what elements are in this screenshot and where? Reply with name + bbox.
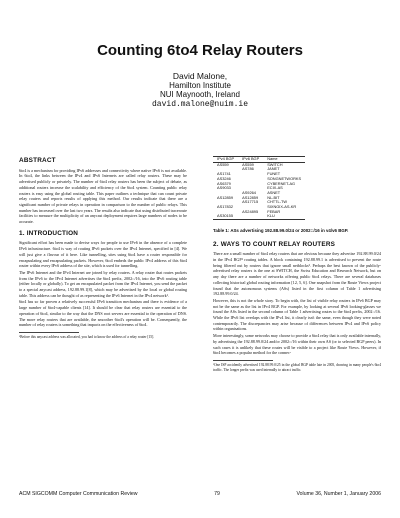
affiliation-1: Hamilton Institute xyxy=(169,81,231,90)
table-cell: AS9264 xyxy=(242,189,256,195)
intro-paragraph-2: The IPv6 Internet and the IPv4 Internet are joined by relay routers. A relay router that routes packets from the IPv6 to the IPv4 Internet advertises the 6to4 prefix, 2002::/16, into the IPv6 routing table (either locally or globally). To get an encapsulated packet from the IPv4 Internet, you send the packet to a special anycast address, 192.88.99.1[8], which may be advertised by the local or global routing table. This address can be thought of as representing the IPv6 Internet in the IPv4 network¹. xyxy=(19,269,187,298)
table-cell: CYBERNET-AG xyxy=(267,180,296,186)
table-cell: FUNET xyxy=(267,171,281,177)
intro-footnote: ¹Before this anycast address was allocated, you had to know the address of a relay router [15]. xyxy=(19,334,155,339)
table-cell: AS12859 xyxy=(217,194,234,200)
author-name: David Malone, xyxy=(172,71,228,81)
table-header: IPv4 BGP xyxy=(213,157,238,162)
footer-journal: ACM SIGCOMM Computer Communication Review xyxy=(19,491,138,497)
table-cell: SONGNETWORKS xyxy=(267,175,302,181)
table-cell: CHTTL-TW xyxy=(267,199,288,205)
table-cell: AS30155 xyxy=(217,213,234,219)
table-cell: ASNET xyxy=(267,189,281,195)
table-caption: Table 1: ASs advertising 192.88.99.0/24 or 2002::/16 in v4/v6 BGP. xyxy=(213,227,349,233)
author-email[interactable]: david.malone@nuim.ie xyxy=(151,100,248,109)
abstract-text: 6to4 is a mechanism for providing IPv6 addresses and connectivity where native IPv6 is not available. In 6to4, the links between the IPv4 and IPv6 Internets are called relay routers. These may be advertised publicly or privately. The number of 6to4 relay routers has been the subject of debate, as additional routers increase the scalability and efficiency of the 6to4 system. Counting public relay routers is easy using the global routing table. This paper outlines a technique that can count private relay routers and reports results of applying this method. Our results indicate that there are a significant number of private relays in operation in comparison to the number of public relays. This number has increased over the last two years. The results also indicate that using distributed traceroute facilities to measure the multiplicity of an anycast deployment requires large numbers of nodes to be accurate. xyxy=(19,167,187,225)
author-block xyxy=(0,72,400,109)
table-cell: ECIX-AS xyxy=(267,185,283,191)
section-2-paragraph-1: There are a small number of 6to4 relay routers that are obvious because they advertise 192.88.99.0/24 in the IPv4 BGP¹ routing tables. A block containing 192.88.99.1 is advertised to prevent the route being filtered out by routers that ignore small netblocks². Perhaps the best known of the publicly-advertised relay routers is the one at SWITCH, the Swiss Education and Research Network, but on any day there are a number of networks offering public 6to4 relays. There are several databases collecting historical global routing information [12, 5, 6]. One snapshot from the Route Views project found that the autonomous systems (ASs) listed in the first column of Table 1 advertising 192.88.99.0/24. xyxy=(213,251,381,297)
table-cell: AS786 xyxy=(242,166,254,172)
abstract-heading: ABSTRACT xyxy=(19,157,56,164)
table-row xyxy=(213,214,305,219)
as-table-wrapper xyxy=(213,156,305,220)
table-cell: AS17832 xyxy=(217,204,234,210)
table-cell: SWITCH xyxy=(267,161,283,167)
section-2-paragraph-3: More interestingly, some networks may choose to provide a 6to4 relay that is only available internally, by advertising the 192.88.99.0/24 and/or 2002::/16 within their own AS (or to selected BGP peers). In such cases it is unlikely that these routes will be visible to a project like Route Views. However, if 6to4 becomes a popular method for the connec- xyxy=(213,333,381,356)
footnote-rule xyxy=(213,360,273,361)
paper-title: Counting 6to4 Relay Routers xyxy=(97,42,303,59)
table-cell: JANET xyxy=(267,166,280,172)
table-cell: AS559 xyxy=(217,161,229,167)
affiliation-2: NUI Maynooth, Ireland xyxy=(159,90,241,99)
page-footer xyxy=(19,491,381,497)
table-cell: AS24895 xyxy=(242,208,259,214)
table-cell: AS9033 xyxy=(217,185,231,191)
table-header: Name xyxy=(263,157,305,162)
footer-volume: Volume 36, Number 1, January 2006 xyxy=(296,491,381,497)
section-2-heading: 2. WAYS TO COUNT RELAY ROUTERS xyxy=(213,240,336,248)
intro-paragraph-3: 6to4 has so far proven a relatively successful IPv6 transition mechanism and there is evidence of a large number of 6to4-capable clients [14]. It should be clear that relay routers are essential to the operation of 6to4, similar to the way that the DNS root servers are essential to the operation of DNS. The more relay routers that are available, the smoother 6to4's operation will be. Consequently, the number of relay routers is something that impacts on the effectiveness of 6to4. xyxy=(19,299,187,328)
section-2-paragraph-2: However, this is not the whole story. To begin with, the list of visible relay routers in IPv6 BGP may not be the same as the list in IPv4 BGP. For example, by looking at several IPv6 looking-glasses we found the ASs listed in the second column of Table 1 advertising routes to the 6to4 prefix, 2002::/16. While the IPv6 list overlaps with the IPv4 list, it clearly isn't the same, even though they were noted contemporarily. The discrepancies may arise because of differences between IPv4 and IPv6 policy within organisations. xyxy=(213,297,381,332)
table-cell: AS3246 xyxy=(217,175,231,181)
table-cell: AS6379 xyxy=(217,180,231,186)
as-table xyxy=(213,157,305,219)
table-cell: AS559 xyxy=(242,161,254,167)
intro-heading: 1. INTRODUCTION xyxy=(19,229,79,237)
right-column xyxy=(213,156,381,373)
left-column xyxy=(19,158,187,341)
table-cell: AS12859 xyxy=(242,194,259,200)
footer-page-number: 79 xyxy=(214,491,220,497)
footnote-rule xyxy=(19,332,79,333)
table-cell: FEBAR xyxy=(267,208,281,214)
table-cell: AS17715 xyxy=(242,199,259,205)
table-cell: NL-BIT xyxy=(267,194,280,200)
intro-paragraph-1: Significant effort has been made to devise ways for people to use IPv6 in the absence of a complete IPv6 infrastructure. 6to4 is way of routing IPv6 packets over the IPv4 Internet, specified in [4]. We will just give a flavour of it here. Like tunnelling, sites using 6to4 have a router responsible for encapsulating and encapsulating packets. However, 6to4 embeds the public IPv4 address of this 6to4 router within every IPv6 address of the site, which is used for tunnelling. xyxy=(19,240,187,269)
table-cell: SIXNGIX-AS-KR xyxy=(267,204,297,210)
section-2-footnote: ²One ISP accidently advertised 192.88.99.0/25 in the global BGP table late in 2005, drawing in many people's 6to4 traffic. The longer prefix was used internally to attract traffic. xyxy=(213,363,381,372)
table-cell: KLU xyxy=(267,213,275,219)
table-cell xyxy=(238,214,263,219)
table-header: IPv6 BGP xyxy=(238,157,263,162)
table-cell: AS1741 xyxy=(217,171,231,177)
